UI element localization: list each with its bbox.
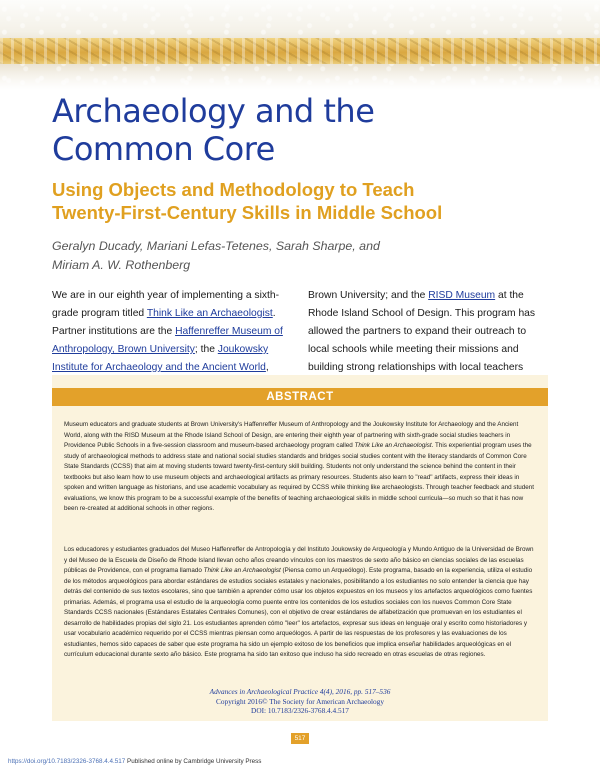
publisher-notice: Published online by Cambridge University Press (125, 758, 262, 765)
abstract-program-name: Think Like an Archaeologist (203, 567, 281, 574)
intro-text: ; the (194, 344, 218, 355)
link-think-like-an-archaeologist[interactable]: Think Like an Archaeologist (146, 308, 273, 319)
link-haffenreffer-museum[interactable]: Haffenreffer Museum of Anthropology, Brown University (52, 326, 283, 355)
title-line-1: Archaeology and the (52, 92, 375, 130)
citation-footer (52, 687, 548, 716)
banner-fade (0, 60, 600, 90)
abstract-text: (Piensa como un Arqueólogo). Este programa, basado en la experiencia, utiliza el estudio de los métodos arqueológicos para abordar estándares de estudios sociales estatales y nacionales, posibilitando a los estudiantes no solo entender la ciencia que hay detrás del contenido de sus textos escolares, sino que también a aprender cómo usar los objetos expuestos en los museos y los artefactos arqueológicos como fuentes primarias. Además, el programa usa el estudio de la arqueología como puente entre los contenidos de los estudios sociales con los nuevos Common Core State Standards CCSS nacionales (Estándares Estatales Centrales Comunes), con el objetivo de crear estándares de alfabetización que promuevan en los estudiantes el desarrollo de habilidades propias del siglo 21. Los estudiantes aprenden cómo "leer" los artefactos, expresar sus ideas en lenguaje oral y escrito como historiadores y usar vocabulario académico requerido por el CCSS mientras piensan como arqueólogos. A partir de las respuestas de los profesores y las evaluaciones de los estudiantes, hemos sido capaces de saber que este programa ha sido un ejemplo exitoso de los beneficios que implica enseñar habilidades arqueológicas en el currículum educacional durante sexto año básico. Este programa ha sido tan exitoso que incluso ha sido recreado en otras escuelas de otras regiones. (64, 567, 533, 658)
intro-text: . Partner institutions are the (52, 308, 276, 337)
copyright-line: Copyright 2016© The Society for American Archaeology (216, 696, 384, 706)
article-title (52, 92, 374, 168)
authors-line-2: Miriam A. W. Rothenberg (52, 258, 191, 272)
intro-column-right (308, 287, 544, 377)
abstract-program-name: Think Like an Archaeologist (354, 442, 432, 449)
author-list (52, 237, 522, 275)
doi-line[interactable]: DOI: 10.7183/2326-3768.4.4.517 (251, 706, 349, 715)
intro-text: , (265, 362, 269, 373)
abstract-text: Museum educators and graduate students at Brown University's Haffenreffer Museum of Anthropology and the Joukowsky Institute for Archaeology and the Ancient World, along with the RISD Museum at the Rhode Island School of Design, are entering their eighth year of partnering with sixth-grade social studies teachers in Providence Public Schools in a five-session classroom and museum-based archaeology program called (64, 421, 519, 449)
intro-text: Brown University; and the (308, 290, 429, 301)
subtitle-line-1: Using Objects and Methodology to Teach (52, 179, 415, 200)
abstract-heading-bar (52, 388, 548, 406)
intro-column-left (52, 287, 288, 377)
doi-link[interactable]: https://doi.org/10.7183/2326-3768.4.4.517 (8, 758, 126, 765)
journal-citation: Advances in Archaeological Practice 4(4), 2016, pp. 517–536 (209, 687, 391, 696)
download-notice (8, 758, 261, 765)
link-risd-museum[interactable]: RISD Museum (428, 290, 496, 301)
abstract-text: Los educadores y estudiantes graduados del Museo Haffenreffer de Antropología y del Instituto Joukowsky de Arqueología y Mundo Antiguo de la Universidad de Brown y del Museo de la Escuela de Diseño de Rhode Island llevan ocho años creando vínculos con los maestros de sexto año básico en ciencias sociales de las escuelas públicas de Providence, con el programa llamado (64, 546, 534, 574)
abstract-spanish (64, 545, 538, 661)
subtitle-line-2: Twenty-First-Century Skills in Middle School (52, 202, 443, 223)
intro-text: We are in our eighth year of implementing a sixth-grade program titled (52, 290, 280, 319)
abstract-text: . This experiential program uses the study of archaeological methods to address state and national social studies standards and bridges social studies content with the literacy standards of Common Core State Standards (CCSS) that aim at moving students toward twenty-first-century skill building. Students not only understand the science behind the content in their textbooks but also learn how to use museum objects and archaeological artifacts as primary resources. Students also learn to "read" artifacts, express their ideas in spoken and written language as historians, and use academic vocabulary as required by CCSS while thinking like archaeologists. Through teacher feedback and student evaluations, we know this program to be a successful example of the benefits of teaching archaeological skills in middle school curricula—so much so that it has now been re-created at additional schools in other regions. (64, 442, 534, 512)
article-subtitle (52, 178, 442, 224)
abstract-heading: ABSTRACT (266, 391, 334, 403)
title-line-2: Common Core (52, 130, 275, 168)
link-joukowsky-institute[interactable]: Joukowsky Institute for Archaeology and the Ancient World (52, 344, 269, 373)
intro-text: at the Rhode Island School of Design. This program has allowed the partners to expand their outreach to local schools while meeting their missions and building strong relationships with local teachers (308, 290, 536, 373)
page-number: 517 (291, 733, 309, 744)
header-stone-banner (0, 0, 600, 90)
abstract-english (64, 420, 538, 515)
authors-line-1: Geralyn Ducady, Mariani Lefas-Tetenes, Sarah Sharpe, and (52, 239, 380, 253)
